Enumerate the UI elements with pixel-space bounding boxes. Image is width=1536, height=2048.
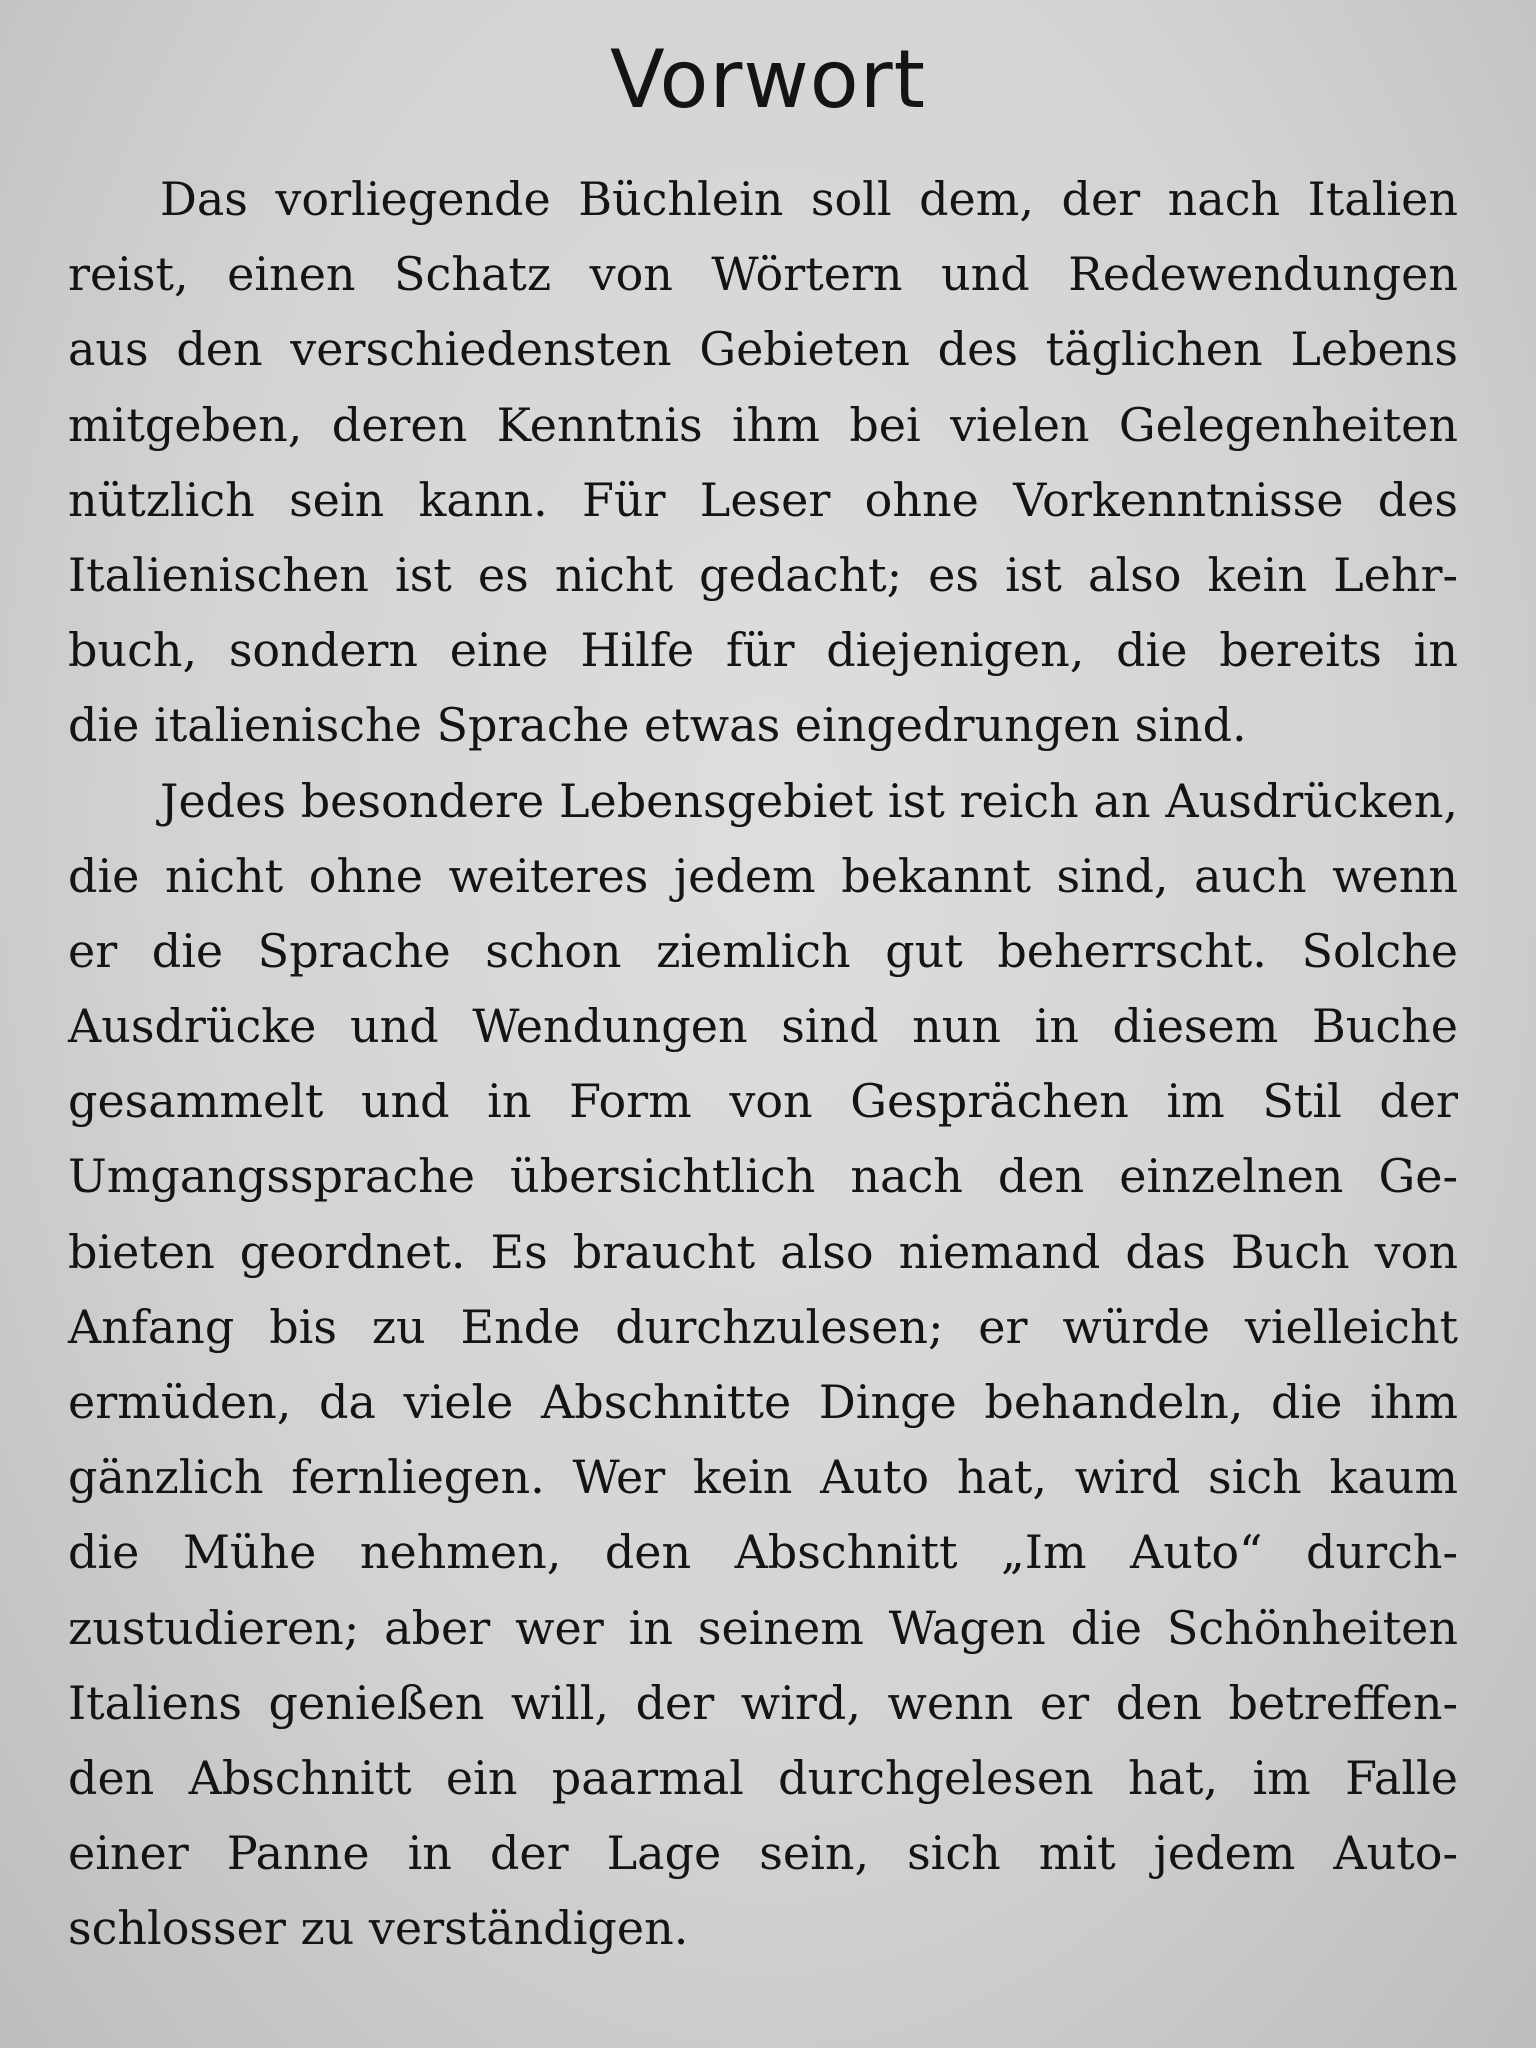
text-line: nützlich sein kann. Für Leser ohne Vorkenntnisse des (68, 472, 1458, 527)
text-line: gesammelt und in Form von Gesprächen im Stil der (68, 1074, 1458, 1129)
text-line: Jedes besondere Lebensgebiet ist reich an Ausdrücken, (160, 773, 1458, 828)
text-line: Umgangssprache übersichtlich nach den einzelnen Ge- (68, 1149, 1458, 1204)
text-line: die italienische Sprache etwas eingedrungen sind. (68, 698, 1247, 753)
text-line: zustudieren; aber wer in seinem Wagen die Schönheiten (68, 1600, 1458, 1655)
text-line: Anfang bis zu Ende durchzulesen; er würde vielleicht (68, 1299, 1458, 1354)
text-line: einer Panne in der Lage sein, sich mit jedem Auto- (68, 1826, 1458, 1881)
text-line: die Mühe nehmen, den Abschnitt „Im Auto“ durch- (68, 1525, 1458, 1580)
text-line: die nicht ohne weiteres jedem bekannt sind, auch wenn (68, 848, 1458, 903)
paragraph-1 (68, 162, 1458, 764)
text-line: aus den verschiedensten Gebieten des täglichen Lebens (68, 322, 1458, 377)
text-line: ermüden, da viele Abschnitte Dinge behandeln, die ihm (68, 1375, 1458, 1429)
text-line: buch, sondern eine Hilfe für diejenigen, die bereits in (68, 623, 1458, 678)
text-line: reist, einen Schatz von Wörtern und Redewendungen (68, 247, 1458, 302)
text-line: den Abschnitt ein paarmal durchgelesen hat, im Falle (68, 1750, 1458, 1805)
text-line: er die Sprache schon ziemlich gut beherrscht. Solche (68, 923, 1458, 978)
text-line: Ausdrücke und Wendungen sind nun in diesem Buche (68, 999, 1458, 1054)
text-line: Italienischen ist es nicht gedacht; es ist also kein Lehr- (68, 547, 1458, 602)
text-line: Das vorliegende Büchlein soll dem, der nach Italien (160, 172, 1458, 226)
body-text (68, 162, 1458, 1967)
text-line: Italiens genießen will, der wird, wenn er den betreffen- (68, 1675, 1458, 1730)
text-line: gänzlich fernliegen. Wer kein Auto hat, wird sich kaum (68, 1450, 1458, 1505)
text-line: schlosser zu verständigen. (68, 1901, 689, 1956)
paragraph-2 (68, 764, 1458, 1967)
page-title: Vorwort (610, 33, 926, 126)
text-line: bieten geordnet. Es braucht also niemand das Buch von (68, 1224, 1458, 1279)
text-line: mitgeben, deren Kenntnis ihm bei vielen Gelegenheiten (68, 397, 1458, 452)
